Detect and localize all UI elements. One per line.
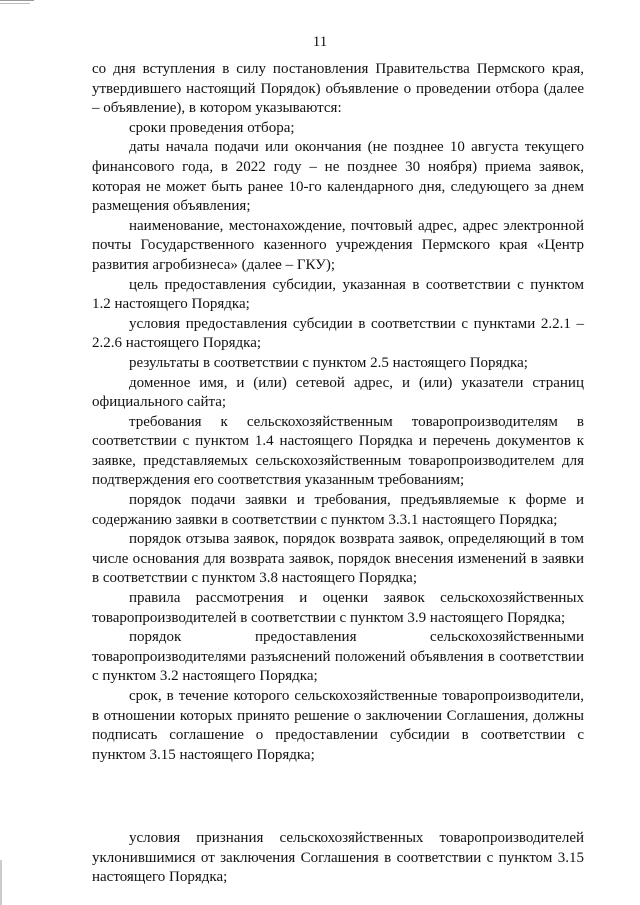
scan-corner-mark-inner bbox=[0, 3, 30, 5]
document-body-end bbox=[92, 829, 584, 886]
list-item-results: результаты в соответствии с пунктом 2.5 настоящего Порядка; bbox=[129, 354, 528, 371]
list-item-terms: сроки проведения отбора; bbox=[129, 119, 295, 136]
list-item-domain: доменное имя, и (или) сетевой адрес, и (или) указатели страниц официального сайта; bbox=[92, 374, 584, 411]
list-item-gku-details: наименование, местонахождение, почтовый адрес, адрес электронной почты Государственного казенного учреждения Пермского края «Центр развития агробизнеса» (далее – ГКУ); bbox=[92, 217, 584, 273]
list-item-dates: даты начала подачи или окончания (не позднее 10 августа текущего финансового года, в 2022 году – не позднее 30 ноября) приема заявок, которая не может быть ранее 10-го календарного дня, следующего за днем размещения объявления; bbox=[92, 139, 584, 215]
scan-edge-shadow bbox=[0, 860, 2, 905]
list-item-withdrawal-order: порядок отзыва заявок, порядок возврата заявок, определяющий в том числе основания для возврата заявок, порядок внесения изменений в заявки в соответствии с пунктом 3.8 настоящего Порядка; bbox=[92, 531, 584, 587]
document-body bbox=[92, 60, 584, 765]
page-number: 11 bbox=[312, 34, 328, 50]
list-item-requirements: требования к сельскохозяйственным товаропроизводителям в соответствии с пунктом 1.4 настоящего Порядка и перечень документов к заявке, представляемых сельскохозяйственным товаропроизводителем для подтверждения его соответствия указанным требованиям; bbox=[92, 413, 584, 489]
list-item-submission-order: порядок подачи заявки и требования, предъявляемые к форме и содержанию заявки в соответствии с пунктом 3.3.1 настоящего Порядка; bbox=[92, 492, 584, 528]
list-item-clarifications: порядок предоставления сельскохозяйственными товаропроизводителями разъяснений положений объявления в соответствии с пунктом 3.2 настоящего Порядка; bbox=[92, 629, 584, 685]
list-item-evaluation-rules: правила рассмотрения и оценки заявок сельскохозяйственных товаропроизводителей в соответствии с пунктом 3.9 настоящего Порядка; bbox=[92, 590, 584, 626]
list-item-conditions: условия предоставления субсидии в соответствии с пунктами 2.2.1 – 2.2.6 настоящего Порядка; bbox=[92, 315, 584, 352]
list-item-signing-deadline: срок, в течение которого сельскохозяйственные товаропроизводители, в отношении которых принято решение о заключении Соглашения, должны подписать соглашение о предоставлении субсидии в соответствии с пунктом 3.15 настоящего Порядка; bbox=[92, 688, 584, 763]
paragraph-continuation: со дня вступления в силу постановления Правительства Пермского края, утвердившего настоящий Порядок) объявление о проведении отбора (далее – объявление), в котором указываются: bbox=[92, 61, 584, 117]
list-item-purpose: цель предоставления субсидии, указанная в соответствии с пунктом 1.2 настоящего Порядка; bbox=[92, 276, 584, 313]
list-item-evasion-conditions: условия признания сельскохозяйственных товаропроизводителей уклонившимися от заключения Соглашения в соответствии с пунктом 3.15 настоящего Порядка; bbox=[92, 830, 584, 886]
